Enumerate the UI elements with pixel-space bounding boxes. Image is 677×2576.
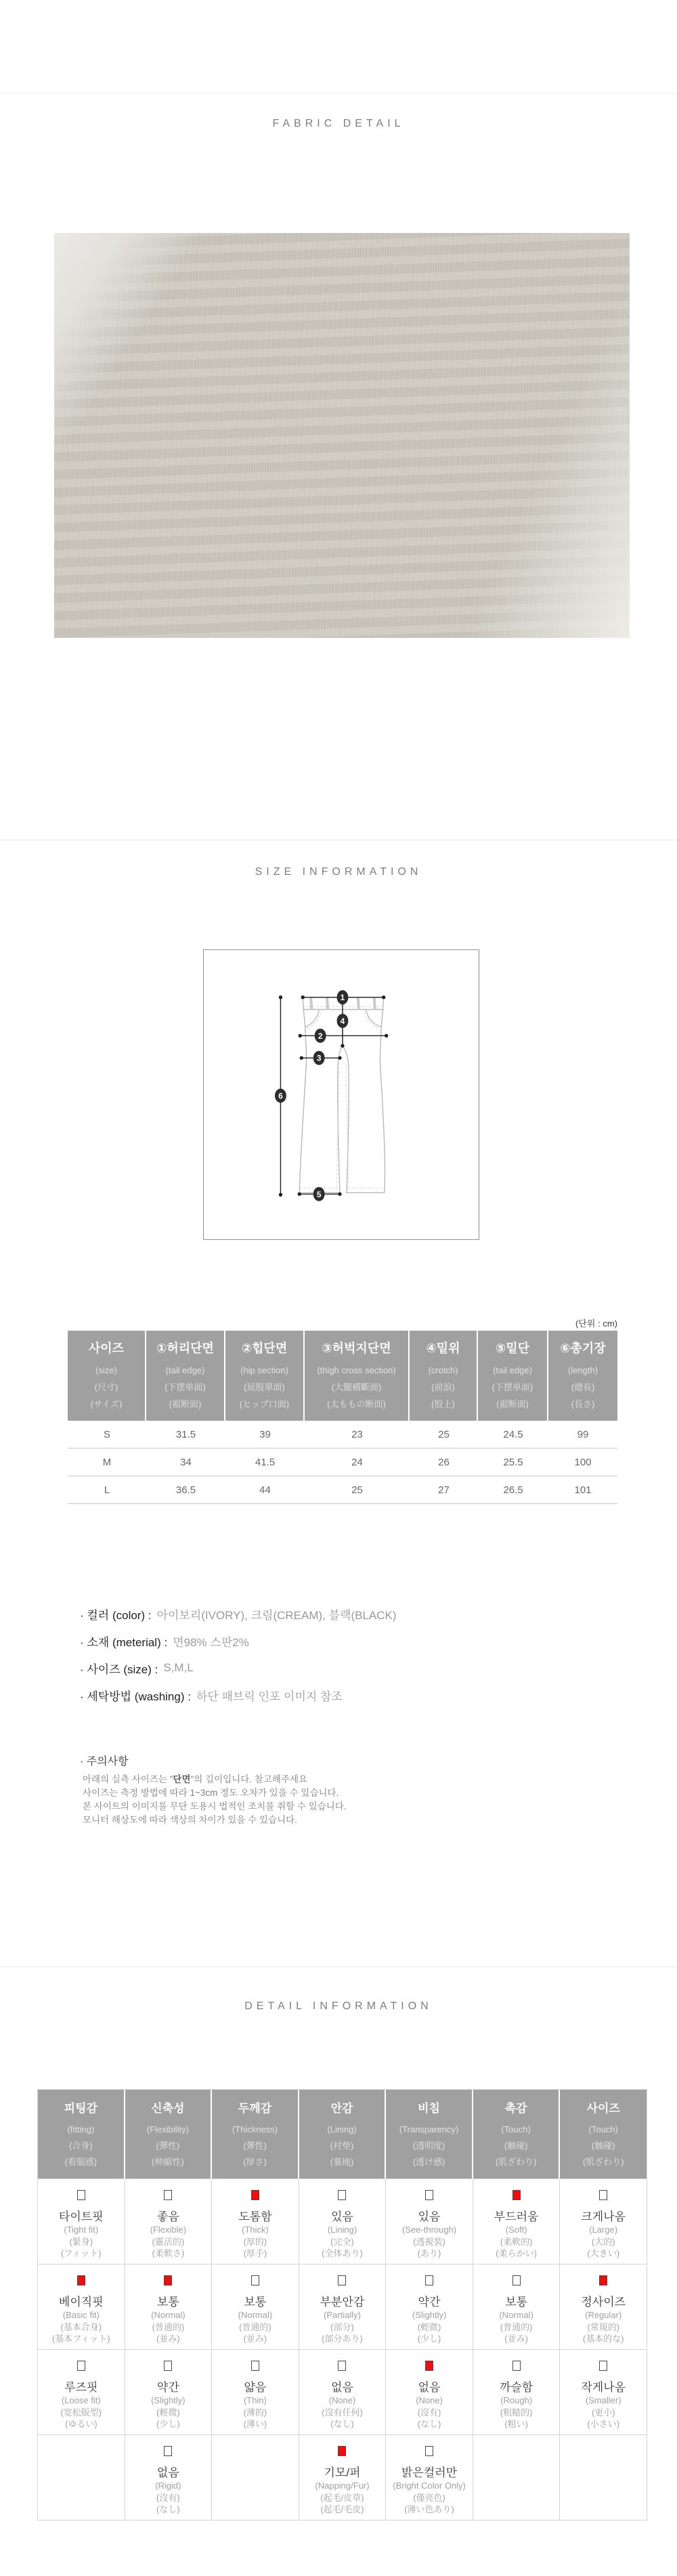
detail-cell-main: 보통 [505,2296,528,2309]
empty-box-icon [338,2190,346,2200]
detail-column-sub: (Touch) [588,2124,618,2134]
detail-cell-sub: (柔軟的) [500,2236,533,2247]
detail-cell-sub: (起毛/皮草) [320,2492,364,2503]
size-value-cell: 25.5 [503,1456,523,1468]
size-column-main: ⑥총기장 [560,1341,606,1355]
empty-box-icon [425,2275,433,2285]
detail-cell-main: 정사이즈 [581,2296,626,2309]
size-value-cell: 23 [351,1428,363,1440]
detail-cell [125,2264,213,2350]
detail-info-table [37,2089,647,2520]
product-info-value: 아이보리(IVORY), 크림(CREAM), 블랙(BLACK) [156,1608,397,1622]
product-info-value: 하단 패브릭 인포 이미지 참조 [196,1690,343,1703]
detail-cell [560,2264,647,2350]
detail-cell-sub: (普通的) [239,2321,271,2332]
detail-cell-sub: (Normal) [499,2310,533,2320]
detail-cell-sub: (靈活的) [152,2236,185,2247]
detail-cell-sub: (常規的) [587,2321,620,2332]
size-column-main: ②힙단면 [241,1341,288,1355]
size-column-header [410,1331,478,1421]
detail-cell-sub: (基本合身) [60,2321,102,2332]
detail-cell [38,2350,125,2435]
detail-cell-sub: (少し) [417,2334,441,2344]
detail-cell-sub: (Loose fit) [61,2395,101,2405]
detail-cell-main: 좋음 [156,2210,179,2223]
size-value-cell: 24.5 [503,1428,523,1440]
product-info-item [80,1600,397,1627]
notice-text: 모니터 해상도에 따라 색상의 차이가 있을 수 있습니다. [83,1815,297,1825]
notice-text: 단면 [173,1774,191,1784]
detail-cell-main: 부분안감 [320,2296,365,2309]
detail-cell-sub: (Soft) [505,2225,527,2235]
detail-column-header [125,2090,213,2179]
detail-cell-main: 작게나옴 [581,2381,626,2394]
product-info-value: S,M,L [163,1661,194,1674]
badge-1: 1 [340,993,345,1003]
detail-column-sub: (触碰) [504,2141,528,2151]
detail-cell-sub: (完全) [330,2236,354,2247]
detail-cell-sub: (Smaller) [585,2395,621,2405]
detail-cell-main: 까슬함 [499,2381,533,2394]
detail-cell-sub: (Thin) [243,2395,267,2405]
detail-section-title: DETAIL INFORMATION [244,2000,433,2012]
detail-cell-main: 크게나옴 [581,2210,626,2223]
detail-column-sub: (Touch) [501,2124,531,2134]
detail-cell-sub: (全体あり) [322,2248,363,2258]
checked-box-icon [425,2361,433,2371]
detail-cell [386,2350,473,2435]
product-info-list [80,1600,397,1709]
detail-cell [473,2350,561,2435]
detail-column-sub: (Transparency) [399,2124,459,2134]
detail-cell-sub: (Rough) [500,2395,533,2405]
size-column-sub: (サイズ) [90,1399,123,1409]
detail-cell-sub: (普通的) [500,2321,533,2332]
product-info-item [80,1654,397,1681]
size-column-sub: (crotch) [428,1365,458,1375]
size-value-cell: M [102,1456,112,1468]
detail-cell-main: 기모/퍼 [324,2466,361,2479]
detail-table-row [38,2264,647,2350]
notice-text: "의 길이입니다. 참고해주세요 [190,1774,308,1784]
detail-cell-sub: (少し) [156,2419,180,2429]
detail-cell-sub: (普通的) [152,2321,185,2332]
notice-lines [83,1773,347,1827]
size-value-cell: 25 [351,1484,363,1496]
detail-cell [212,2179,299,2264]
detail-cell-sub: (あり) [417,2248,441,2258]
size-column-sub: (hip section) [240,1365,288,1375]
size-table-row [68,1448,617,1476]
size-column-header [478,1331,548,1421]
detail-column-sub: (透け感) [412,2157,445,2167]
detail-cell [299,2179,387,2264]
notice-line [83,1800,347,1813]
measurement-lines [280,997,386,1195]
badge-2: 2 [318,1031,323,1041]
size-column-main: 사이즈 [88,1341,125,1355]
size-value-cell: 27 [438,1484,450,1496]
detail-cell-main: 보통 [244,2296,267,2309]
size-column-sub: (太ももの断面) [327,1399,386,1409]
size-column-sub: (tail edge) [493,1365,532,1375]
notice-line [83,1813,347,1827]
size-value-cell: 26 [438,1456,450,1468]
detail-cell-sub: (沒有) [156,2492,180,2503]
detail-cell-main: 베이직핏 [58,2296,104,2309]
detail-column-main: 두께감 [238,2102,272,2115]
size-column-sub: (下摆单面) [165,1382,206,1392]
detail-column-sub: (Flexibility) [146,2124,189,2134]
size-column-main: ①허리단면 [156,1341,214,1355]
size-diagram-box [203,949,479,1240]
empty-box-icon [251,2275,259,2285]
size-column-sub: (size) [95,1365,117,1375]
empty-box-icon [77,2190,85,2200]
detail-column-sub: (伸縮性) [152,2157,184,2167]
size-value-cell: 31.5 [175,1428,196,1440]
pants-stitching [300,1007,383,1189]
detail-cell-sub: (大きい) [587,2248,620,2258]
size-column-sub: (下摆单面) [492,1382,533,1392]
size-column-header [305,1331,410,1421]
detail-column-main: 피팅감 [64,2102,97,2115]
size-value-cell: 25 [438,1428,450,1440]
detail-cell-sub: (Large) [589,2225,618,2235]
size-value-cell: 44 [259,1484,271,1496]
size-table-header [68,1331,617,1421]
checked-box-icon [77,2275,85,2285]
detail-cell [473,2435,561,2520]
empty-box-icon [251,2361,259,2371]
size-value-cell: 36.5 [175,1484,196,1496]
detail-cell [38,2435,125,2520]
product-info-value: 면98% 스판2% [173,1635,249,1649]
detail-cell-sub: (薄的) [243,2407,267,2418]
detail-cell [299,2435,387,2520]
detail-table-row [38,2350,647,2435]
detail-cell [125,2435,213,2520]
size-section-title: SIZE INFORMATION [255,866,422,878]
size-value-cell: S [103,1428,110,1440]
detail-cell-sub: (柔軟さ) [152,2248,185,2258]
empty-box-icon [77,2361,85,2371]
detail-cell-sub: (なし) [156,2504,180,2514]
detail-cell-sub: (Regular) [585,2310,622,2320]
detail-column-header [386,2090,473,2179]
detail-cell [560,2435,647,2520]
checked-box-icon [338,2446,346,2456]
size-table-row [68,1476,617,1504]
size-column-sub: (裾断面) [169,1399,202,1409]
checked-box-icon [164,2275,172,2285]
product-info-item [80,1627,397,1654]
empty-box-icon [164,2190,172,2200]
detail-cell-sub: (基本的な) [582,2334,624,2344]
notice-text: 사이즈는 측정 방법에 따라 1~3cm 정도 오차가 있을 수 있습니다. [83,1788,339,1798]
detail-cell-sub: (Basic fit) [62,2310,100,2320]
empty-box-icon [425,2190,433,2200]
empty-box-icon [164,2446,172,2456]
detail-cell-sub: (Rigid) [155,2481,181,2491]
checked-box-icon [512,2190,521,2200]
empty-box-icon [425,2446,433,2456]
detail-cell [386,2179,473,2264]
detail-cell-sub: (粗糙的) [500,2407,533,2418]
size-column-header [225,1331,305,1421]
detail-cell [473,2179,561,2264]
size-column-sub: (股上) [431,1399,455,1409]
product-info-label: · 사이즈 (size) : [80,1662,158,1676]
size-column-sub: (length) [567,1365,598,1375]
badge-5: 5 [316,1189,322,1199]
detail-cell-sub: (粗い) [504,2419,528,2429]
detail-cell [560,2350,647,2435]
size-column-sub: (尺寸) [94,1382,118,1392]
pants-measurement-diagram [204,950,479,1239]
detail-cell-sub: (透視裝) [413,2236,445,2247]
detail-cell [560,2179,647,2264]
detail-cell-sub: (Flexible) [150,2225,187,2235]
detail-cell-sub: (柔らかい) [496,2248,537,2258]
empty-box-icon [599,2361,607,2371]
detail-cell-main: 없음 [331,2381,353,2394]
size-column-sub: (總長) [571,1382,595,1392]
detail-column-sub: (裏地) [330,2157,354,2167]
detail-column-main: 촉감 [504,2102,527,2115]
size-value-cell: 100 [574,1456,592,1468]
detail-column-header [299,2090,387,2179]
detail-cell-main: 없음 [418,2381,441,2394]
detail-cell-sub: (起毛/毛皮) [320,2504,364,2514]
detail-column-sub: (肌ざわり) [582,2157,624,2167]
detail-table-header [38,2090,647,2179]
detail-cell [299,2350,387,2435]
detail-cell [38,2179,125,2264]
detail-cell [38,2264,125,2350]
detail-cell-sub: (Lining) [327,2225,357,2235]
detail-column-header [473,2090,561,2179]
size-table-row [68,1421,617,1448]
detail-table-row [38,2179,647,2264]
detail-cell-sub: (輕微) [417,2321,441,2332]
detail-column-header [560,2090,647,2179]
detail-cell [386,2435,473,2520]
detail-cell-main: 있음 [418,2210,441,2223]
detail-cell-sub: (None) [416,2395,443,2405]
detail-cell-main: 밝은컬러만 [401,2466,458,2479]
detail-cell-sub: (Partially) [324,2310,361,2320]
detail-cell [212,2264,299,2350]
size-column-header [146,1331,225,1421]
size-column-sub: (前浪) [431,1382,455,1392]
detail-column-sub: (Thickness) [232,2124,278,2134]
detail-cell [125,2179,213,2264]
detail-cell-sub: (大的) [591,2236,615,2247]
detail-cell-sub: (並み) [243,2334,267,2344]
detail-column-main: 신축성 [151,2102,185,2115]
detail-column-sub: (Lining) [327,2124,357,2134]
empty-box-icon [599,2190,607,2200]
notice-line [83,1773,347,1786]
detail-cell [386,2264,473,2350]
detail-column-header [38,2090,125,2179]
detail-cell-main: 있음 [331,2210,353,2223]
detail-cell-main: 약간 [156,2381,179,2394]
size-column-sub: (tail edge) [165,1365,205,1375]
detail-cell-sub: (Normal) [151,2310,185,2320]
detail-cell-main: 루즈핏 [64,2381,98,2394]
fabric-photo [54,233,630,638]
notice-text: 본 사이트의 이미지를 무단 도용시 법적인 조치를 취할 수 있습니다. [83,1801,347,1811]
detail-cell-sub: (None) [328,2395,356,2405]
product-info-label: · 세탁방법 (washing) : [80,1690,191,1703]
detail-cell-sub: (沒有任何) [322,2407,363,2418]
badge-6: 6 [278,1091,283,1101]
detail-cell-sub: (薄い) [243,2419,267,2429]
detail-column-sub: (fitting) [67,2124,95,2134]
size-value-cell: 99 [577,1428,589,1440]
measurement-dots [279,995,389,1197]
detail-cell-main: 보통 [156,2296,179,2309]
detail-cell-main: 타이트핏 [58,2210,104,2223]
detail-cell-sub: (宽松版型) [60,2407,102,2418]
detail-cell-sub: (See-through) [401,2225,457,2235]
detail-cell-sub: (厚手) [243,2248,267,2258]
notice-text: 아래의 실측 사이즈는 " [83,1774,173,1784]
size-value-cell: 26.5 [503,1484,523,1496]
product-info-item [80,1681,397,1709]
detail-cell-sub: (Bright Color Only) [393,2481,466,2491]
detail-cell-main: 얇음 [244,2381,267,2394]
detail-cell-sub: (Napping/Fur) [315,2481,370,2491]
size-table [68,1331,617,1504]
detail-cell-sub: (並み) [504,2334,528,2344]
detail-column-main: 비침 [418,2102,440,2115]
badge-3: 3 [316,1053,322,1063]
empty-box-icon [164,2361,172,2371]
detail-cell-sub: (なし) [330,2419,354,2429]
detail-column-sub: (透明度) [412,2141,445,2151]
empty-box-icon [512,2361,521,2371]
product-info-label: · 소재 (meterial) : [80,1635,168,1649]
detail-column-sub: (肌ざわり) [495,2157,537,2167]
size-column-main: ③허벅지단면 [322,1341,391,1355]
empty-box-icon [338,2275,346,2285]
detail-cell-sub: (沒有) [417,2407,441,2418]
size-column-sub: (ヒップ口面) [239,1399,290,1409]
detail-column-header [212,2090,299,2179]
size-column-sub: (長さ) [571,1399,595,1409]
size-value-cell: 41.5 [255,1456,276,1468]
detail-column-sub: (彈性) [243,2141,267,2151]
detail-cell-sub: (Thick) [242,2225,269,2235]
empty-box-icon [512,2275,521,2285]
detail-column-sub: (彈性) [156,2141,180,2151]
size-column-header [548,1331,617,1421]
size-column-sub: (裾断面) [496,1399,529,1409]
detail-cell-sub: (Slightly) [151,2395,185,2405]
size-value-cell: 101 [574,1484,592,1496]
detail-cell [212,2435,299,2520]
detail-cell-sub: (フィット) [60,2248,102,2258]
detail-cell-sub: (更小) [591,2407,615,2418]
size-value-cell: L [104,1484,110,1496]
detail-column-sub: (厚さ) [243,2157,267,2167]
detail-column-sub: (衬垫) [330,2141,354,2151]
detail-cell-sub: (小さい) [587,2419,620,2429]
size-value-cell: 34 [180,1456,192,1468]
notice-line [83,1786,347,1800]
size-column-sub: (屁股單面) [244,1382,285,1392]
detail-cell-sub: (Tight fit) [64,2225,99,2235]
notice-title: · 주의사항 [80,1756,129,1767]
detail-cell [212,2350,299,2435]
detail-cell-main: 없음 [156,2466,179,2479]
detail-cell-sub: (部分) [330,2321,354,2332]
detail-column-sub: (合身) [68,2141,93,2151]
detail-cell [473,2264,561,2350]
detail-cell [125,2350,213,2435]
unit-label: (단위 : cm) [575,1318,617,1329]
detail-cell-sub: (薄い色あり) [404,2504,454,2514]
detail-cell-sub: (ゆるい) [64,2419,97,2429]
detail-cell-sub: (なし) [417,2419,441,2429]
detail-cell-sub: (僅亮色) [413,2492,445,2503]
detail-cell-sub: (Normal) [238,2310,273,2320]
detail-column-sub: (着服感) [64,2157,97,2167]
empty-box-icon [338,2361,346,2371]
size-column-sub: (thigh cross section) [317,1365,396,1375]
detail-column-main: 안감 [330,2102,353,2115]
detail-cell-main: 부드러움 [494,2210,539,2223]
detail-cell-sub: (緊身) [69,2236,93,2247]
size-column-header [68,1331,146,1421]
size-column-sub: (大腿橫斷面) [331,1382,382,1392]
size-column-main: ⑤밑단 [495,1341,530,1355]
detail-cell-sub: (厚的) [243,2236,267,2247]
detail-cell-main: 약간 [418,2296,441,2309]
detail-cell-sub: (基本フィット) [51,2334,110,2344]
detail-cell-sub: (輕微) [156,2407,180,2418]
checked-box-icon [251,2190,259,2200]
detail-cell [299,2264,387,2350]
product-info-label: · 컬러 (color) : [80,1608,152,1622]
detail-table-row [38,2435,647,2520]
checked-box-icon [599,2275,607,2285]
detail-cell-sub: (部分あり) [322,2334,363,2344]
detail-cell-sub: (並み) [156,2334,180,2344]
size-value-cell: 24 [351,1456,363,1468]
detail-cell-main: 도톰함 [238,2210,272,2223]
badge-4: 4 [340,1016,345,1027]
fabric-section-title: FABRIC DETAIL [272,118,405,129]
detail-column-sub: (触碰) [591,2141,615,2151]
detail-column-main: 사이즈 [586,2102,620,2115]
size-column-main: ④밑위 [426,1341,460,1355]
size-value-cell: 39 [259,1428,271,1440]
detail-cell-sub: (Slightly) [412,2310,447,2320]
